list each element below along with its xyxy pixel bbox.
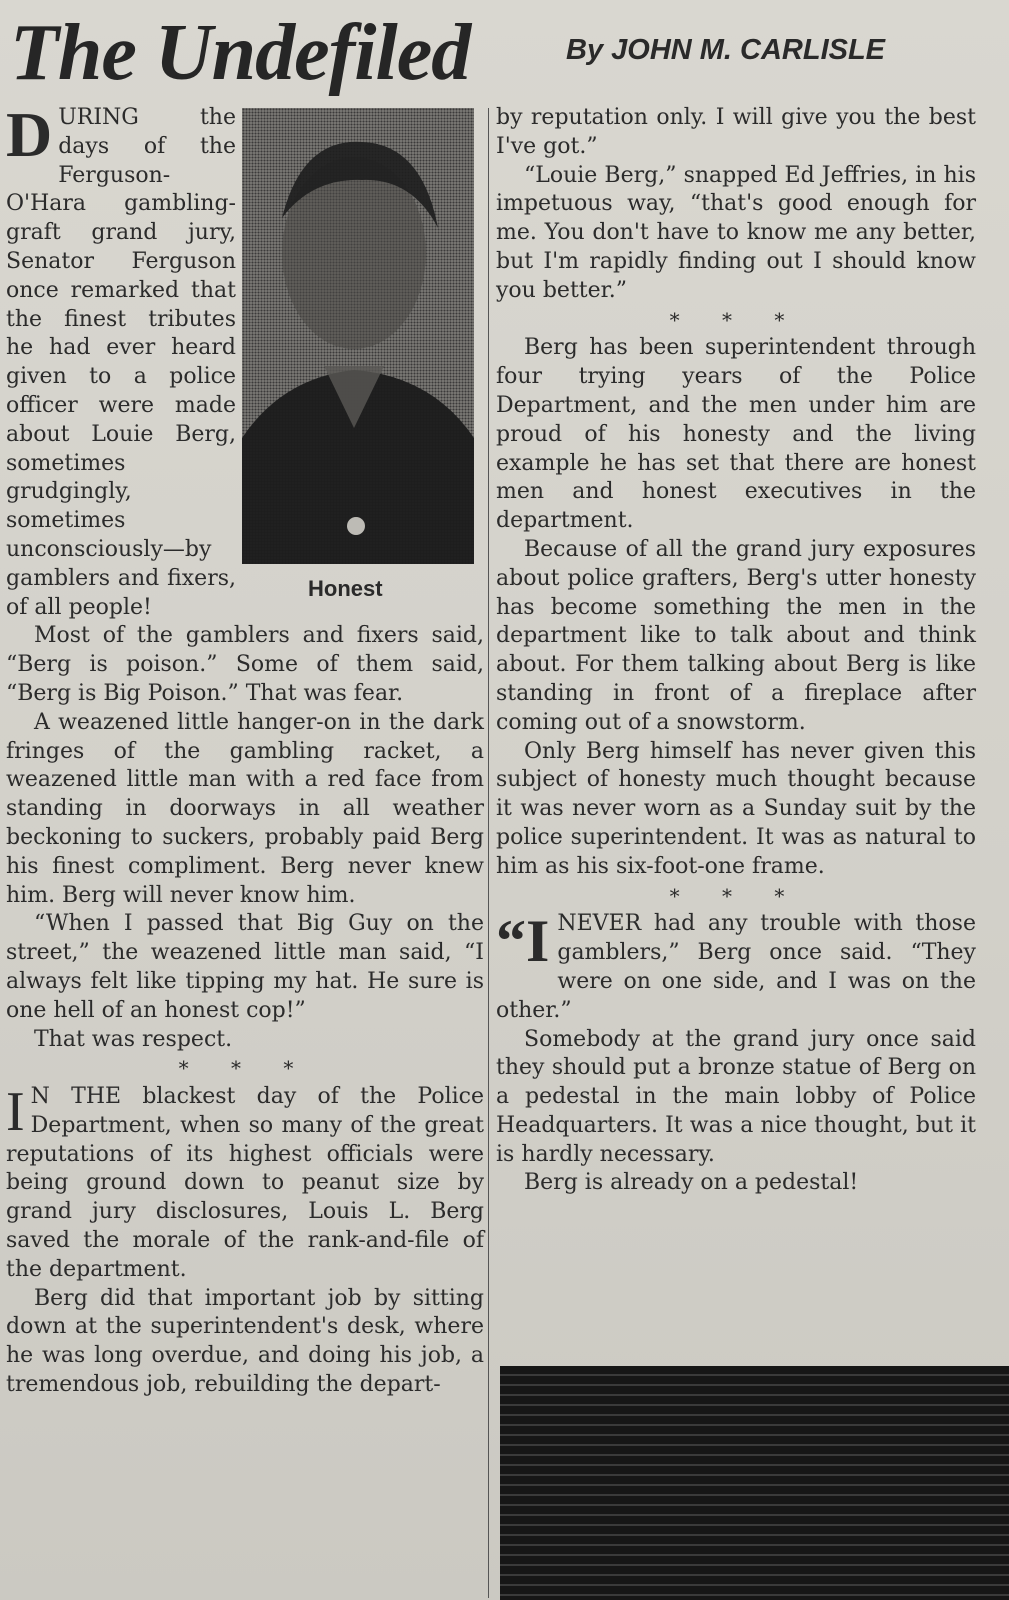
portrait-photo: [242, 108, 474, 564]
drop-cap: “I: [496, 908, 550, 975]
paragraph: Berg has been superintendent through four trying years of the Police Department, and the men under him are proud of his honesty and the living example he has set that there are honest men and honest executives in the department.: [496, 335, 976, 534]
paragraph-text: URING the days of the Ferguson-O'Hara gambling-graft grand jury, Senator Ferguson once remarked that the finest tributes he had ever heard given to a police officer were made about Louie Berg, sometimes grudgingly, sometimes unconsciously—by gamblers and fixers, of all people!: [6, 105, 236, 620]
article-column-right: [496, 104, 976, 1198]
portrait-figure: [242, 108, 474, 564]
drop-cap: D: [6, 99, 53, 170]
paragraph: [496, 910, 976, 1025]
paragraph-text: NEVER had any trouble with those gamblers,” Berg once said. “They were on one side, and I was on the other.”: [496, 911, 976, 1023]
paragraph: Berg is already on a pedestal!: [524, 1170, 859, 1196]
paragraph: [6, 99, 484, 622]
column-rule: [488, 108, 489, 1598]
paragraph: “When I passed that Big Guy on the street,” the weazened little man said, “I always felt like tipping my hat. He sure is one hell of an honest cop!”: [6, 911, 484, 1023]
photo-block: [242, 108, 484, 601]
dark-background-block: [500, 1366, 1009, 1600]
article-byline: By JOHN M. CARLISLE: [566, 34, 886, 66]
section-divider: * * *: [669, 307, 803, 332]
section-divider: * * *: [669, 883, 803, 908]
drop-cap: I: [6, 1081, 25, 1144]
paragraph: by reputation only. I will give you the best I've got.”: [496, 105, 976, 159]
paragraph: [6, 1083, 484, 1285]
paragraph: A weazened little hanger-on in the dark fringes of the gambling racket, a weazened little man with a red face from standing in doorways in all weather beckoning to suckers, probably paid Berg his finest compliment. Berg never knew him. Berg will never know him.: [6, 709, 484, 908]
section-divider: * * *: [178, 1056, 312, 1081]
article-headline: The Undefiled: [10, 9, 471, 97]
paragraph: Only Berg himself has never given this subject of honesty much thought because it was never worn as a Sunday suit by the police superintendent. It was as natural to him as his six-foot-one frame.: [496, 738, 976, 879]
paragraph: “Louie Berg,” snapped Ed Jeffries, in his impetuous way, “that's good enough for me. You don't have to know me any better, but I'm rapidly finding out I should know you better.”: [496, 162, 976, 303]
paragraph: That was respect.: [34, 1026, 233, 1052]
article-column-left: [6, 99, 484, 1400]
paragraph: Most of the gamblers and fixers said, “Berg is poison.” Some of them said, “Berg is Big Poison.” That was fear.: [6, 623, 484, 706]
paragraph-text: N THE blackest day of the Police Department, when so many of the great reputations of its highest officials were being ground down to peanut size by grand jury disclosures, Louis L. Berg saved the morale of the rank-and-file of the department.: [6, 1084, 484, 1282]
paragraph: Because of all the grand jury exposures about police grafters, Berg's utter honesty has become something the men in the department like to talk about and think about. For them talking about Berg is like standing in front of a fireplace after coming out of a snowstorm.: [496, 536, 976, 735]
photo-caption: Honest: [308, 576, 383, 601]
paragraph: Berg did that important job by sitting down at the superintendent's desk, where he was long overdue, and doing his job, a tremendous job, rebuilding the depart-: [6, 1285, 484, 1398]
paragraph: Somebody at the grand jury once said they should put a bronze statue of Berg on a pedestal in the main lobby of Police Headquarters. It was a nice thought, but it is hardly necessary.: [496, 1026, 976, 1167]
